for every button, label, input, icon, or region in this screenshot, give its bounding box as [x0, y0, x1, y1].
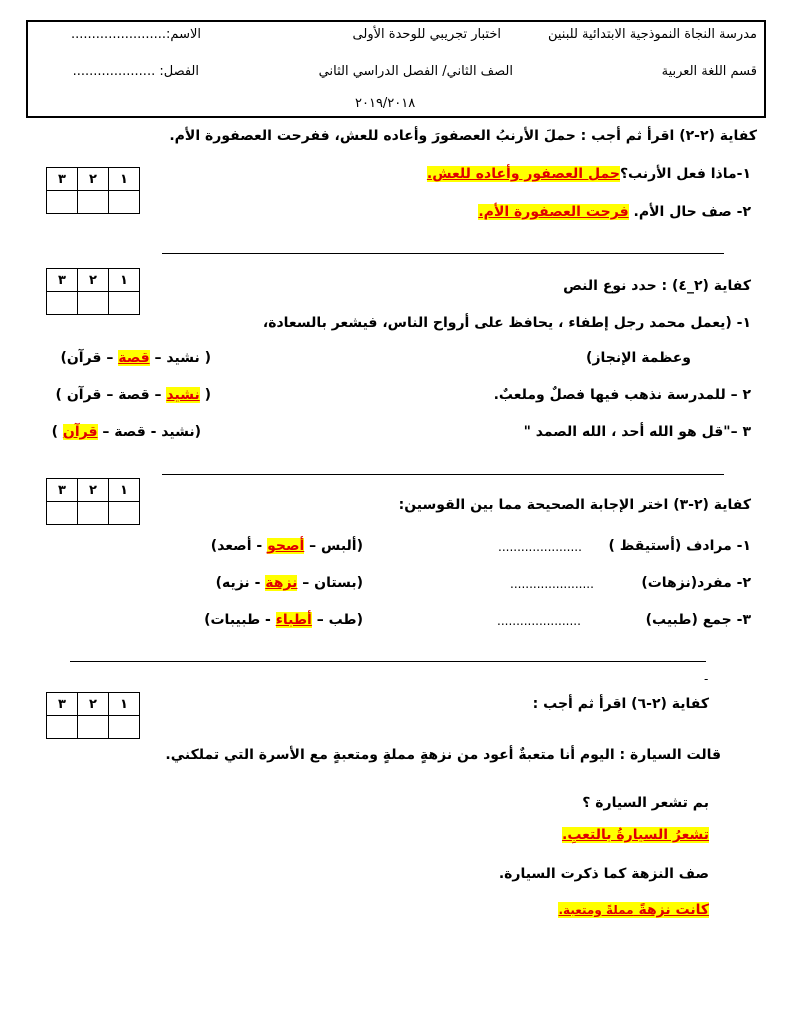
score-cell: ٢ [78, 168, 109, 191]
student-name-field: الاسم:....................... [71, 27, 201, 42]
options-text: ) [51, 424, 63, 440]
score-cell: ٢ [78, 269, 109, 292]
options-text: ( نشيد – [149, 350, 211, 366]
answer-highlight: أصحو [267, 538, 305, 554]
section4-passage: قالت السيارة : اليوم أنا متعبةٌ أعود من نزهةٍ مملةٍ ومتعبةٍ مع الأسرة التي تملكني. [165, 747, 721, 763]
section3-q3-prompt: ٣- جمع (طبيب) [645, 612, 751, 628]
section1-q2 [478, 204, 751, 220]
score-grid-4 [46, 692, 140, 739]
section1-q1 [427, 166, 751, 182]
section3-q1-options [211, 538, 363, 554]
section2-q1-options [60, 350, 211, 366]
department-name: قسم اللغة العربية [661, 64, 757, 79]
options-text: – قرآن) [60, 350, 119, 366]
options-text: (نشيد - قصة – [97, 424, 201, 440]
answer-part: مملةً ومتعبة. [558, 903, 634, 917]
answer-blank: ...................... [497, 614, 581, 628]
answer-blank: ...................... [498, 540, 582, 554]
answer-highlight [558, 902, 709, 918]
answer-highlight: أطباء [275, 612, 312, 628]
score-cell: ١ [109, 269, 140, 292]
score-cell: ١ [109, 168, 140, 191]
answer-highlight: قرآن [62, 424, 98, 440]
score-cell: ٣ [47, 479, 78, 502]
score-cell: ٣ [47, 693, 78, 716]
score-cell-empty [47, 502, 78, 525]
section3-q2-prompt: ٢- مفرد(نزهات) [641, 575, 751, 591]
section4-q1-answer [562, 827, 709, 843]
score-cell-empty [109, 716, 140, 739]
score-grid-2 [46, 268, 140, 315]
section3-title: كفاية (٢-٣) اختر الإجابة الصحيحة مما بين القوسين: [398, 497, 751, 513]
options-text: – قصة – قرآن ) [55, 387, 167, 403]
answer-highlight: تشعرُ السيارةُ بالتعبِ. [562, 827, 709, 843]
score-cell: ١ [109, 479, 140, 502]
section4-q2-prompt: صف النزهة كما ذكرت السيارة. [498, 866, 709, 882]
school-name: مدرسة النجاة النموذجية الابتدائية للبنين [547, 27, 757, 42]
class-field: الفصل: .................... [72, 64, 199, 79]
score-cell: ٣ [47, 269, 78, 292]
section4-q2-answer [558, 899, 709, 918]
divider [70, 661, 706, 662]
score-cell-empty [78, 716, 109, 739]
academic-year: ٢٠١٩/٢٠١٨ [355, 96, 416, 111]
options-text: (طب – [311, 612, 363, 628]
section2-title: كفاية (٢_٤) : حدد نوع النص [563, 278, 751, 294]
options-text: ( [199, 387, 211, 403]
answer-highlight: نشيد [166, 387, 200, 403]
score-cell-empty [47, 716, 78, 739]
score-cell-empty [109, 191, 140, 214]
section2-q1-line2: وعظمة الإنجاز) [586, 350, 691, 366]
answer-highlight: فرحت العصفورة الأم. [478, 204, 629, 220]
score-cell-empty [78, 292, 109, 315]
score-grid-1 [46, 167, 140, 214]
section2-q3: ٣ –"قل هو الله أحد ، الله الصمد " [523, 424, 751, 440]
options-text: - أصعد) [210, 538, 268, 554]
answer-blank: ...................... [510, 577, 594, 591]
score-cell: ٢ [78, 693, 109, 716]
answer-part: كانت نزهةً [638, 902, 709, 918]
answer-highlight: قصة [118, 350, 150, 366]
section4-title: كفاية (٢-٦) اقرأ ثم أجب : [532, 696, 709, 712]
divider [162, 253, 724, 254]
question-prompt: ٢- صف حال الأم. [633, 204, 751, 220]
section2-q3-options [52, 424, 201, 440]
section3-q1-prompt: ١- مرادف (أستيقظ ) [608, 538, 751, 554]
section4-q1-prompt: بم تشعر السيارة ؟ [582, 795, 709, 811]
options-text: - طبيبات) [204, 612, 276, 628]
stray-dash: - [704, 672, 709, 686]
score-cell-empty [78, 191, 109, 214]
score-cell-empty [109, 502, 140, 525]
section2-q2: ٢ – للمدرسة نذهب فيها فصلٌ وملعبٌ. [493, 387, 751, 403]
score-cell-empty [47, 292, 78, 315]
divider [162, 474, 724, 475]
section3-q3-options [204, 612, 363, 628]
score-cell-empty [78, 502, 109, 525]
options-text: - نزيه) [215, 575, 266, 591]
question-prompt: ١-ماذا فعل الأرنب؟ [619, 166, 751, 182]
score-cell: ٣ [47, 168, 78, 191]
exam-title: اختبار تجريبي للوحدة الأولى [352, 27, 501, 42]
options-text: (بستان – [297, 575, 363, 591]
score-cell-empty [47, 191, 78, 214]
answer-highlight: نزهة [265, 575, 298, 591]
grade-term: الصف الثاني/ الفصل الدراسي الثاني [318, 64, 513, 79]
score-cell: ٢ [78, 479, 109, 502]
section1-title: كفاية (٢-٢) اقرأ ثم أجب : حملَ الأرنبُ العصفورَ وأعاده للعش، ففرحت العصفورة الأم. [169, 128, 757, 144]
score-cell: ١ [109, 693, 140, 716]
section2-q1-line1: ١- (يعمل محمد رجل إطفاء ، يحافظ على أرواح الناس، فيشعر بالسعادة، [262, 315, 751, 331]
section3-q2-options [216, 575, 363, 591]
score-cell-empty [109, 292, 140, 315]
section2-q2-options [56, 387, 211, 403]
score-grid-3 [46, 478, 140, 525]
answer-highlight: حمل العصفور وأعاده للعش. [426, 166, 620, 182]
options-text: (ألبس – [304, 538, 363, 554]
